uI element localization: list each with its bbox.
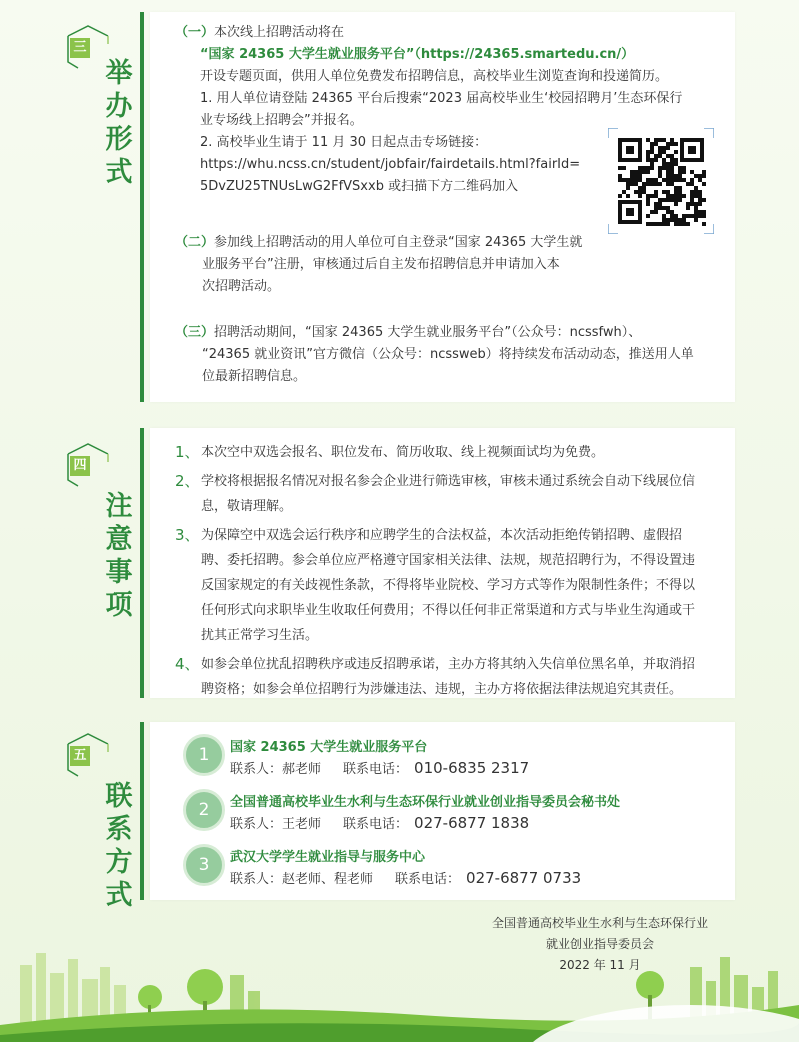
phone-number[interactable]: 027-6877 1838 (414, 814, 530, 832)
notice-number: 3、 (175, 526, 200, 544)
section-5-label (60, 730, 140, 911)
contact-org: 国家 24365 大学生就业服务平台 (230, 740, 428, 755)
section-number: 四 (73, 458, 87, 473)
section-3-card (150, 12, 735, 402)
phone-number[interactable]: 027-6877 0733 (466, 869, 582, 887)
section-title: 举 办 形 式 (105, 58, 133, 188)
notice-item (175, 440, 720, 465)
contact-item (150, 844, 735, 894)
contact-item (150, 734, 735, 784)
notice-text: 本次空中双选会报名、职位发布、简历收取、线上视频面试均为免费。 (201, 445, 605, 460)
notice-text: 如参会单位扰乱招聘秩序或违反招聘承诺，主办方将其纳入失信单位黑名单，并取消招 聘资格；如参会单位招聘行为涉嫌违法、违规，主办方将依据法律法规追究其责任。 (201, 657, 696, 697)
contact-line: 联系人：赵老师、程老师 联系电话： 027-6877 0733 (230, 869, 582, 887)
section-title: 联 系 方 式 (105, 781, 133, 911)
divider-line (140, 722, 144, 900)
item-1: （一）本次线上招聘活动将在 “国家 24365 大学生就业服务平台”（https://24365.smartedu.cn/） 开设专题页面，供用人单位免费发布招聘信息，高校毕业生浏览查询和投递简历。 1. 用人单位请登陆 24365 平台后搜索“2023 届高校毕业生‘校园招聘月’生态环保行 业专场线上招聘会”并报名。 2. 高校毕业生请于 11 月 30 日起点击专场链接： https://whu.ncss.cn/student/jobfair/fairdetails.html?fairId= 5DvZU25TNUsLwG2FfVSxxb 或扫描下方二维码加入 (175, 22, 705, 198)
qr-code-icon[interactable] (608, 128, 714, 234)
notice-list (175, 440, 720, 706)
notice-number: 4、 (175, 655, 200, 673)
notice-text: 学校将根据报名情况对报名参会企业进行筛选审核，审核未通过系统会自动下线展位信 息，敬请理解。 (201, 474, 696, 514)
notice-item (175, 469, 720, 519)
platform-link[interactable]: “国家 24365 大学生就业服务平台”（https://24365.smartedu.cn/） (200, 47, 635, 62)
contact-number-badge: 2 (183, 789, 225, 831)
contact-org: 武汉大学学生就业指导与服务中心 (230, 850, 426, 865)
divider-line (140, 428, 144, 698)
contact-line: 联系人：郝老师 联系电话： 010-6835 2317 (230, 759, 530, 777)
section-3-label (60, 22, 140, 192)
notice-item (175, 523, 720, 648)
contact-item (150, 789, 735, 839)
item-3: （三）招聘活动期间，“国家 24365 大学生就业服务平台”（公众号：ncssfwh）、 “24365 就业资讯”官方微信（公众号：ncssweb）将持续发布活动动态，推送用人单 位最新招聘信息。 (175, 325, 694, 384)
divider-line (140, 12, 144, 402)
notice-number: 2、 (175, 472, 200, 490)
section-number: 三 (73, 40, 87, 55)
phone-number[interactable]: 010-6835 2317 (414, 759, 530, 777)
notice-number: 1、 (175, 443, 200, 461)
notice-item (175, 652, 720, 702)
section-4-label (60, 440, 140, 621)
contact-number-badge: 1 (183, 734, 225, 776)
item-2: （二）参加线上招聘活动的用人单位可自主登录“国家 24365 大学生就 业服务平台”注册，审核通过后自主发布招聘信息并申请加入本 次招聘活动。 (175, 235, 583, 294)
section-number: 五 (73, 748, 87, 763)
green-city-landscape-illustration (0, 945, 799, 1042)
fair-link[interactable]: https://whu.ncss.cn/student/jobfair/fairdetails.html?fairId= (200, 157, 581, 172)
contact-org: 全国普通高校毕业生水利与生态环保行业就业创业指导委员会秘书处 (230, 795, 621, 810)
section-title: 注 意 事 项 (105, 491, 133, 621)
section-4-card (150, 428, 735, 698)
footer-signature: 全国普通高校毕业生水利与生态环保行业 就业创业指导委员会 2022 年 11 月 (491, 916, 708, 972)
contact-line: 联系人：王老师 联系电话： 027-6877 1838 (230, 814, 530, 832)
contact-number-badge: 3 (183, 844, 225, 886)
section-5-card (150, 722, 735, 900)
notice-text: 为保障空中双选会运行秩序和应聘学生的合法权益，本次活动拒绝传销招聘、虚假招 聘、委托招聘。参会单位应严格遵守国家相关法律、法规，规范招聘行为，不得设置违 反国家规定的有关歧视性条款，不得将毕业院校、学习方式等作为限制性条件；不得以 任何形式向求职毕业生收取任何费用；不得以任何非正常渠道和方式与毕业生沟通或干 扰其正常学习生活。 (201, 528, 696, 643)
